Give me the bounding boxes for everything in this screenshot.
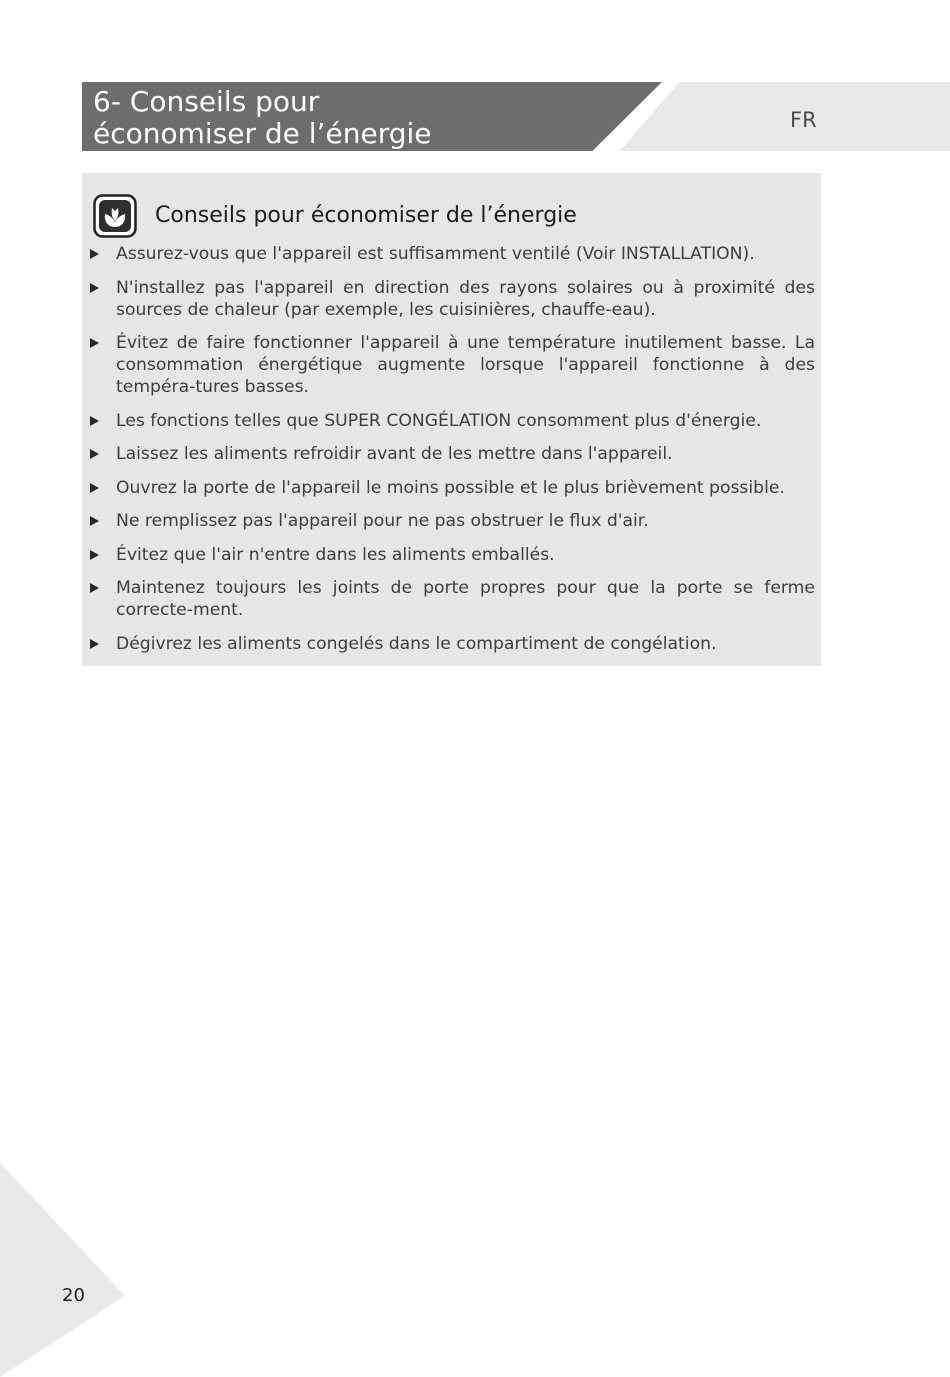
list-item [88, 277, 815, 321]
bullet-arrow-icon [90, 550, 99, 560]
tip-text: Les fonctions telles que SUPER CONGÉLATION consomment plus d'énergie. [116, 410, 762, 431]
bullet-arrow-icon [90, 516, 99, 526]
bullet-arrow-icon [90, 639, 99, 649]
bullet-arrow-icon [90, 338, 99, 348]
tip-text: Maintenez toujours les joints de porte propres pour que la porte se ferme correcte-ment. [116, 578, 815, 620]
list-item [88, 633, 815, 655]
list-item [88, 544, 815, 566]
bullet-arrow-icon [90, 416, 99, 426]
tip-text: Dégivrez les aliments congelés dans le compartiment de congélation. [116, 633, 717, 654]
tips-title: Conseils pour économiser de l’énergie [155, 203, 577, 228]
tip-text: Évitez que l'air n'entre dans les aliments emballés. [116, 544, 555, 565]
section-title-line1: 6- Conseils pour [93, 85, 320, 118]
tip-text: Ouvrez la porte de l'appareil le moins possible et le plus brièvement possible. [116, 477, 785, 498]
bullet-arrow-icon [90, 249, 99, 259]
bullet-arrow-icon [90, 449, 99, 459]
tip-text: N'installez pas l'appareil en direction des rayons solaires ou à proximité des sources de chaleur (par exemple, les cuisinières, chauffe-eau). [116, 277, 815, 320]
list-item [88, 332, 815, 398]
page-corner-decoration [0, 1163, 125, 1377]
tip-text: Assurez-vous que l'appareil est suffisamment ventilé (Voir INSTALLATION). [116, 244, 755, 264]
section-title-line2: économiser de l’énergie [93, 117, 432, 150]
tip-text: Évitez de faire fonctionner l'appareil à une température inutilement basse. La consommation énergétique augmente lorsque l'appareil fonctionne à des tempéra-tures basses. [116, 333, 815, 397]
tip-text: Ne remplissez pas l'appareil pour ne pas obstruer le flux d'air. [116, 511, 649, 531]
list-item [88, 243, 815, 265]
list-item [88, 477, 815, 499]
bullet-arrow-icon [90, 583, 99, 593]
list-item [88, 443, 815, 465]
tip-text: Laissez les aliments refroidir avant de les mettre dans l'appareil. [116, 444, 673, 464]
energy-saving-leaf-icon [93, 194, 137, 238]
bullet-arrow-icon [90, 483, 99, 493]
list-item [88, 410, 815, 432]
bullet-arrow-icon [90, 283, 99, 293]
language-tab [620, 82, 950, 151]
list-item [88, 577, 815, 621]
list-item [88, 510, 815, 532]
section-title [93, 86, 432, 150]
language-label: FR [790, 108, 817, 132]
tips-list [88, 243, 815, 666]
page-number: 20 [62, 1285, 85, 1306]
